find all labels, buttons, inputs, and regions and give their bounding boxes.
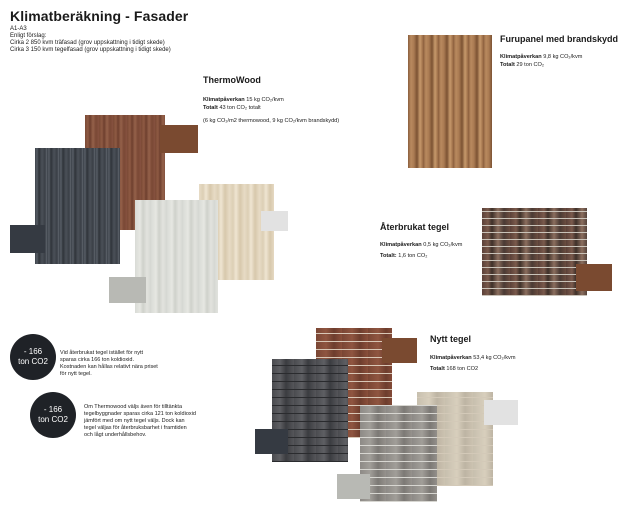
thermowood-impact-label: Klimatpåverkan bbox=[203, 97, 245, 103]
thermowood-total-label: Totalt bbox=[203, 105, 218, 111]
nytt-sage-swatch bbox=[337, 474, 370, 499]
furupanel-total-value: 29 ton CO₂ bbox=[516, 62, 545, 68]
furupanel-impact-label: Klimatpåverkan bbox=[500, 54, 542, 60]
thermowood-detail: (6 kg CO₂/m2 thermowood, 9 kg CO₂/kvm brandskydd) bbox=[203, 118, 340, 124]
nytt-lightgrey-swatch bbox=[484, 400, 518, 425]
thermowood-sage-swatch bbox=[109, 277, 146, 303]
saving1-unit: ton CO2 bbox=[18, 357, 48, 366]
aterbrukat-impact-label: Klimatpåverkan bbox=[380, 242, 422, 248]
saving1-badge bbox=[10, 334, 56, 380]
nytt-info bbox=[430, 354, 516, 373]
nytt-total-value: 168 ton CO2 bbox=[446, 366, 479, 372]
aterbrukat-brown-swatch bbox=[576, 264, 612, 291]
saving2-unit: ton CO2 bbox=[38, 415, 68, 424]
saving1-value: - 166 bbox=[23, 347, 43, 356]
thermowood-brown-swatch bbox=[160, 125, 198, 153]
saving2-value: - 166 bbox=[43, 405, 63, 414]
aterbrukat-info bbox=[380, 241, 462, 260]
subtitle-wood-area: Cirka 2 850 kvm träfasad (grov uppskattning i tidigt skede) bbox=[10, 40, 165, 46]
subtitle-phase: A1-A3 bbox=[10, 26, 27, 32]
aterbrukat-brick-sample bbox=[482, 208, 587, 296]
nytt-heading: Nytt tegel bbox=[430, 334, 472, 344]
nytt-total-label: Totalt bbox=[430, 366, 445, 372]
nytt-brown-swatch bbox=[382, 338, 417, 363]
thermowood-info bbox=[203, 96, 339, 125]
subtitle-brick-area: Cirka 3 150 kvm tegelfasad (grov uppskattning i tidigt skede) bbox=[10, 47, 171, 53]
furupanel-heading: Furupanel med brandskydd bbox=[500, 34, 619, 44]
furupanel-impact-value: 9,8 kg CO₂/kvm bbox=[543, 54, 583, 60]
furupanel-total-label: Totalt bbox=[500, 62, 515, 68]
thermowood-impact-value: 15 kg CO₂/kvm bbox=[246, 97, 284, 103]
thermowood-white-sample bbox=[135, 200, 218, 313]
nytt-grey-brick-sample bbox=[360, 405, 437, 502]
thermowood-total-value: 43 ton CO₂ totalt bbox=[219, 105, 261, 111]
aterbrukat-impact-value: 0,5 kg CO₂/kvm bbox=[423, 242, 463, 248]
nytt-impact-value: 53,4 kg CO₂/kvm bbox=[473, 355, 516, 361]
furupanel-sample bbox=[408, 35, 492, 168]
aterbrukat-total-value: 1,6 ton CO₂ bbox=[398, 253, 428, 259]
thermowood-heading: ThermoWood bbox=[203, 75, 261, 85]
thermowood-charcoal-swatch bbox=[10, 225, 45, 253]
thermowood-grey-sample bbox=[35, 148, 120, 264]
thermowood-lightgrey-swatch bbox=[261, 211, 288, 231]
nytt-charcoal-swatch bbox=[255, 429, 288, 454]
saving1-note: Vid återbrukat tegel istället för nytt sparas cirka 166 ton koldioxid. Kostnaden kan hållas relativt nära priset för nytt tegel. bbox=[60, 350, 158, 377]
page-title: Klimatberäkning - Fasader bbox=[10, 8, 189, 24]
saving2-note: Om Thermowood väljs även för tilltänkta tegelbyggnader sparas cirka 121 ton koldioxid jämfört med om nytt tegel väljs. Dock kan tegel väljas för återbruksbarhet i framtiden och lågt underhållsbehov. bbox=[84, 404, 196, 438]
furupanel-info bbox=[500, 53, 582, 69]
nytt-impact-label: Klimatpåverkan bbox=[430, 355, 472, 361]
aterbrukat-heading: Återbrukat tegel bbox=[380, 222, 450, 232]
aterbrukat-total-label: Totalt: bbox=[380, 253, 397, 259]
saving2-badge bbox=[30, 392, 76, 438]
subtitle-intro: Enligt förslag: bbox=[10, 33, 47, 39]
